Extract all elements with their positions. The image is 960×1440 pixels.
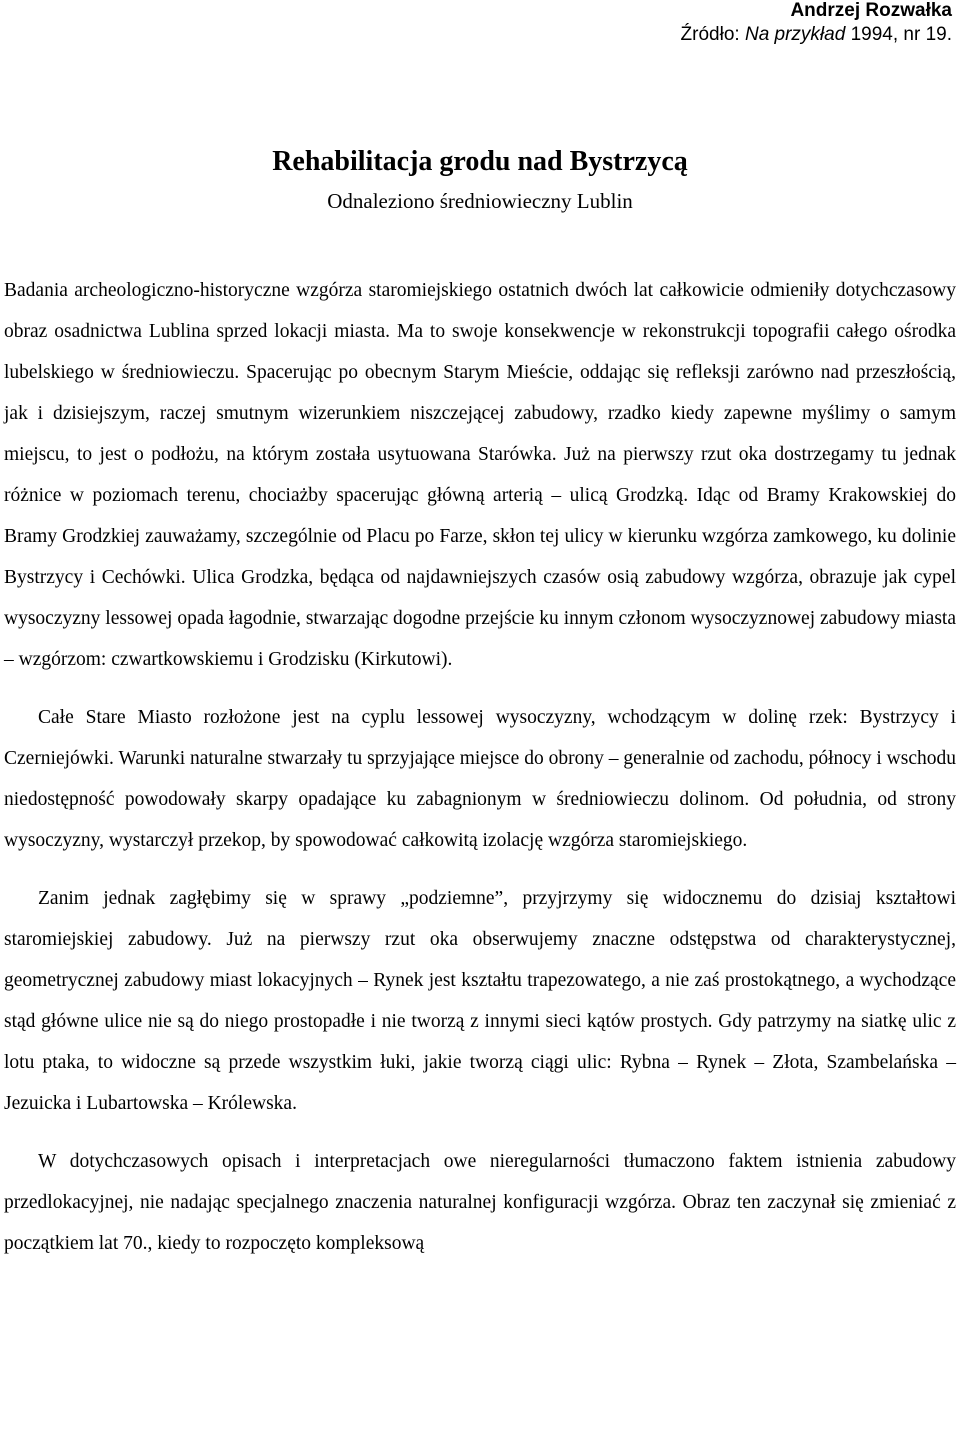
paragraph-4: W dotychczasowych opisach i interpretacjach owe nieregularności tłumaczono faktem istnienia zabudowy przedlokacyjnej, nie nadając specjalnego znaczenia naturalnej konfiguracji wzgórza. Obraz ten zaczynał się zmieniać z początkiem lat 70., kiedy to rozpoczęto kompleksową xyxy=(4,1151,956,1254)
article-body xyxy=(4,270,956,1264)
source-publication: Na przykład xyxy=(744,24,846,45)
source-suffix: 1994, nr 19. xyxy=(845,24,952,45)
source-line xyxy=(4,23,952,47)
document-header xyxy=(4,0,956,47)
paragraph-2: Całe Stare Miasto rozłożone jest na cyplu lessowej wysoczyzny, wchodzącym w dolinę rzek: Bystrzycy i Czerniejówki. Warunki naturalne stwarzały tu sprzyjające miejsce do obrony – generalnie od zachodu, północy i wschodu niedostępność powodowały skarpy opadające ku zabagnionym w średniowieczu dolinom. Od południa, od strony wysoczyzny, wystarczył przekop, by spowodować całkowitą izolację wzgórza staromiejskiego. xyxy=(4,707,956,851)
author-name: Andrzej Rozwałka xyxy=(790,0,952,21)
paragraph-3: Zanim jednak zagłębimy się w sprawy „podziemne”, przyjrzymy się widocznemu do dzisiaj kształtowi staromiejskiej zabudowy. Już na pierwszy rzut oka obserwujemy znaczne odstępstwa od charakterystycznej, geometrycznej zabudowy miast lokacyjnych – Rynek jest kształtu trapezowatego, a nie zaś prostokątnego, a wychodzące stąd główne ulice nie są do niego prostopadłe i nie tworzą z innymi sieci kątów prostych. Gdy patrzymy na siatkę ulic z lotu ptaka, to widoczne są przede wszystkim łuki, jakie tworzą ciągi ulic: Rybna – Rynek – Złota, Szambelańska – Jezuicka i Lubartowska – Królewska. xyxy=(4,888,956,1114)
paragraph-1: Badania archeologiczno-historyczne wzgórza staromiejskiego ostatnich dwóch lat całkowicie odmieniły dotychczasowy obraz osadnictwa Lublina sprzed lokacji miasta. Ma to swoje konsekwencje w rekonstrukcji topografii całego ośrodka lubelskiego w średniowieczu. Spacerując po obecnym Starym Mieście, oddając się refleksji zarówno nad przeszłością, jak i dzisiejszym, raczej smutnym wizerunkiem niszczejącej zabudowy, rzadko kiedy zapewne myślimy o samym miejscu, to jest o podłożu, na którym została usytuowana Starówka. Już na pierwszy rzut oka dostrzegamy tu jednak różnice w poziomach terenu, chociażby spacerując główną arterią – ulicą Grodzką. Idąc od Bramy Krakowskiej do Bramy Grodzkiej zauważamy, szczególnie od Placu po Farze, skłon tej ulicy w kierunku wzgórza zamkowego, ku dolinie Bystrzycy i Cechówki. Ulica Grodzka, będąca od najdawniejszych czasów osią zabudowy wzgórza, obrazuje jak cypel wysoczyzny lessowej opada łagodnie, stwarzając dogodne przejście ku innym członom wysoczyznowej zabudowy miasta – wzgórzom: czwartkowskiemu i Grodzisku (Kirkutowi). xyxy=(4,280,956,670)
article-heading xyxy=(4,145,956,215)
source-prefix: Źródło: xyxy=(680,24,745,45)
article-subtitle: Odnaleziono średniowieczny Lublin xyxy=(327,189,633,213)
article-title: Rehabilitacja grodu nad Bystrzycą xyxy=(272,146,688,177)
